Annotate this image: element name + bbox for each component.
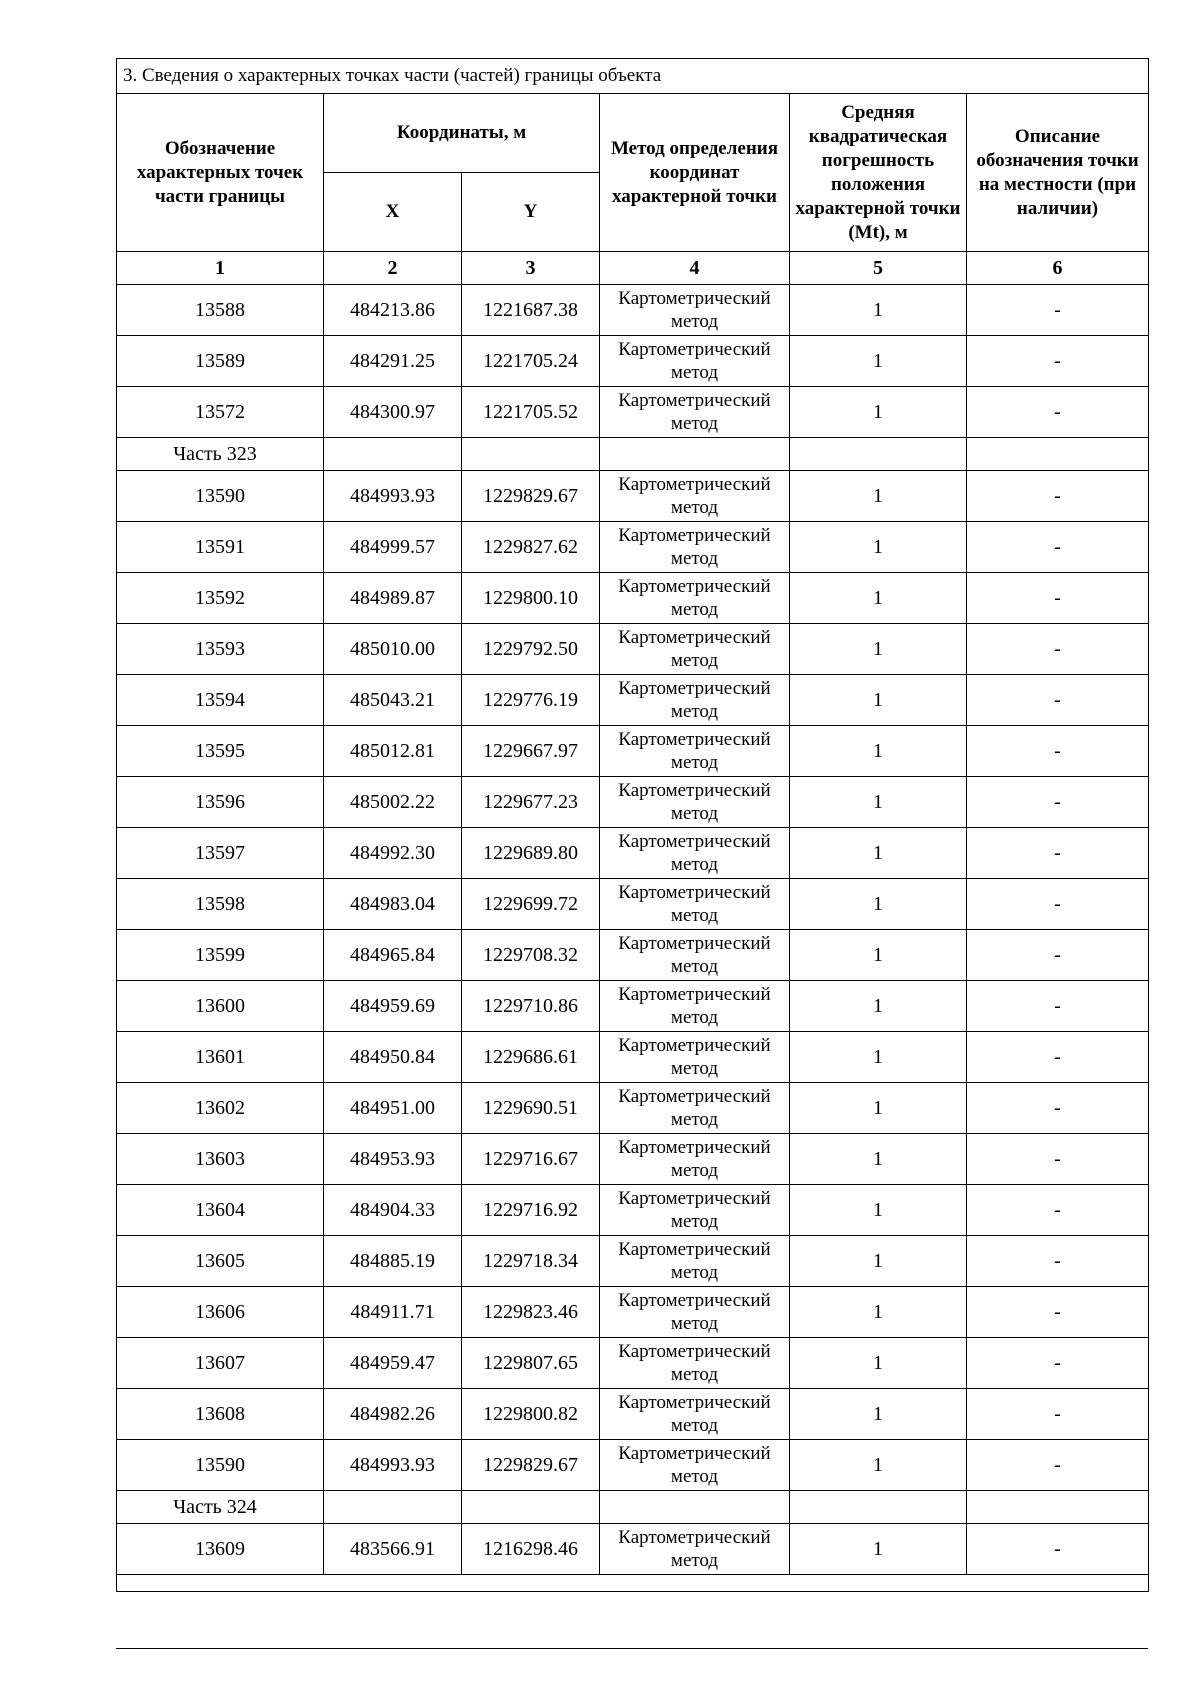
mean-error: 1 (790, 726, 967, 777)
coord-x: 483566.91 (324, 1524, 462, 1575)
description: - (967, 336, 1149, 387)
coord-y: 1229686.61 (462, 1032, 600, 1083)
method: Картометрический метод (600, 1236, 790, 1287)
method: Картометрический метод (600, 675, 790, 726)
description: - (967, 573, 1149, 624)
mean-error: 1 (790, 1185, 967, 1236)
coord-y: 1229689.80 (462, 828, 600, 879)
mean-error: 1 (790, 1083, 967, 1134)
mean-error: 1 (790, 1134, 967, 1185)
coord-x: 484959.69 (324, 981, 462, 1032)
point-id: 13599 (117, 930, 324, 981)
method: Картометрический метод (600, 1083, 790, 1134)
empty-cell (790, 1491, 967, 1524)
coord-x: 484993.93 (324, 1440, 462, 1491)
coord-x: 484983.04 (324, 879, 462, 930)
coord-y: 1229699.72 (462, 879, 600, 930)
description: - (967, 1032, 1149, 1083)
table-row (117, 777, 1149, 828)
point-id: 13609 (117, 1524, 324, 1575)
mean-error: 1 (790, 624, 967, 675)
point-id: 13595 (117, 726, 324, 777)
table-row (117, 1083, 1149, 1134)
point-id: 13588 (117, 285, 324, 336)
mean-error: 1 (790, 573, 967, 624)
point-id: 13593 (117, 624, 324, 675)
table-row (117, 828, 1149, 879)
coord-y: 1229716.67 (462, 1134, 600, 1185)
method: Картометрический метод (600, 1134, 790, 1185)
point-id: 13597 (117, 828, 324, 879)
description: - (967, 1185, 1149, 1236)
coord-x: 484951.00 (324, 1083, 462, 1134)
description: - (967, 777, 1149, 828)
empty-cell (967, 438, 1149, 471)
coord-x: 484213.86 (324, 285, 462, 336)
description: - (967, 471, 1149, 522)
description: - (967, 930, 1149, 981)
description: - (967, 828, 1149, 879)
coord-y: 1229829.67 (462, 1440, 600, 1491)
empty-cell (600, 1491, 790, 1524)
method: Картометрический метод (600, 879, 790, 930)
coord-x: 485002.22 (324, 777, 462, 828)
coord-x: 484885.19 (324, 1236, 462, 1287)
method: Картометрический метод (600, 1185, 790, 1236)
header-method: Метод определения координат характерной точки (600, 94, 790, 252)
part-label: Часть 323 (117, 438, 324, 471)
table-row (117, 336, 1149, 387)
coord-x: 484999.57 (324, 522, 462, 573)
coord-x: 484965.84 (324, 930, 462, 981)
mean-error: 1 (790, 981, 967, 1032)
table-row (117, 1134, 1149, 1185)
header-y: Y (462, 173, 600, 252)
method: Картометрический метод (600, 573, 790, 624)
empty-cell (462, 1491, 600, 1524)
description: - (967, 1134, 1149, 1185)
method: Картометрический метод (600, 981, 790, 1032)
table-row (117, 387, 1149, 438)
coord-y: 1229792.50 (462, 624, 600, 675)
mean-error: 1 (790, 1524, 967, 1575)
coord-x: 484993.93 (324, 471, 462, 522)
mean-error: 1 (790, 471, 967, 522)
method: Картометрический метод (600, 930, 790, 981)
mean-error: 1 (790, 828, 967, 879)
point-id: 13607 (117, 1338, 324, 1389)
method: Картометрический метод (600, 1338, 790, 1389)
coord-x: 484300.97 (324, 387, 462, 438)
coord-y: 1229800.10 (462, 573, 600, 624)
point-id: 13608 (117, 1389, 324, 1440)
coord-x: 484904.33 (324, 1185, 462, 1236)
point-id: 13590 (117, 471, 324, 522)
method: Картометрический метод (600, 1287, 790, 1338)
description: - (967, 522, 1149, 573)
table-row (117, 522, 1149, 573)
mean-error: 1 (790, 1338, 967, 1389)
coord-y: 1221687.38 (462, 285, 600, 336)
mean-error: 1 (790, 1032, 967, 1083)
column-number: 6 (967, 252, 1149, 285)
table-row (117, 471, 1149, 522)
coord-x: 484291.25 (324, 336, 462, 387)
description: - (967, 387, 1149, 438)
point-id: 13600 (117, 981, 324, 1032)
mean-error: 1 (790, 879, 967, 930)
column-number: 3 (462, 252, 600, 285)
table-end-row (117, 1575, 1149, 1592)
column-number: 1 (117, 252, 324, 285)
empty-cell (324, 438, 462, 471)
coord-y: 1229677.23 (462, 777, 600, 828)
coord-x: 484982.26 (324, 1389, 462, 1440)
table-row (117, 1236, 1149, 1287)
table-row (117, 1389, 1149, 1440)
table-row (117, 1524, 1149, 1575)
coord-y: 1229708.32 (462, 930, 600, 981)
empty-cell (790, 438, 967, 471)
coord-x: 484959.47 (324, 1338, 462, 1389)
coord-y: 1221705.24 (462, 336, 600, 387)
point-id: 13596 (117, 777, 324, 828)
coord-y: 1229690.51 (462, 1083, 600, 1134)
coord-y: 1229827.62 (462, 522, 600, 573)
empty-cell (324, 1491, 462, 1524)
method: Картометрический метод (600, 285, 790, 336)
mean-error: 1 (790, 1236, 967, 1287)
coord-x: 484992.30 (324, 828, 462, 879)
column-number: 2 (324, 252, 462, 285)
point-id: 13602 (117, 1083, 324, 1134)
mean-error: 1 (790, 675, 967, 726)
table-row (117, 1338, 1149, 1389)
coord-y: 1216298.46 (462, 1524, 600, 1575)
table-row (117, 1032, 1149, 1083)
method: Картометрический метод (600, 726, 790, 777)
table-row (117, 285, 1149, 336)
description: - (967, 285, 1149, 336)
point-id: 13592 (117, 573, 324, 624)
point-id: 13589 (117, 336, 324, 387)
method: Картометрический метод (600, 522, 790, 573)
mean-error: 1 (790, 336, 967, 387)
method: Картометрический метод (600, 387, 790, 438)
table-row (117, 1287, 1149, 1338)
method: Картометрический метод (600, 471, 790, 522)
method: Картометрический метод (600, 828, 790, 879)
column-number: 5 (790, 252, 967, 285)
empty-cell (117, 1575, 1149, 1592)
description: - (967, 1236, 1149, 1287)
boundary-points-table (116, 58, 1149, 1592)
table-row (117, 675, 1149, 726)
coord-x: 484989.87 (324, 573, 462, 624)
mean-error: 1 (790, 1389, 967, 1440)
mean-error: 1 (790, 1287, 967, 1338)
coord-y: 1229776.19 (462, 675, 600, 726)
coord-y: 1229823.46 (462, 1287, 600, 1338)
header-error: Средняя квадратическая погрешность положения характерной точки (Mt), м (790, 94, 967, 252)
method: Картометрический метод (600, 336, 790, 387)
point-id: 13590 (117, 1440, 324, 1491)
table-row (117, 1185, 1149, 1236)
table-row (117, 573, 1149, 624)
description: - (967, 1389, 1149, 1440)
coord-x: 484911.71 (324, 1287, 462, 1338)
coord-y: 1229807.65 (462, 1338, 600, 1389)
method: Картометрический метод (600, 777, 790, 828)
coord-x: 485043.21 (324, 675, 462, 726)
description: - (967, 1287, 1149, 1338)
coord-y: 1221705.52 (462, 387, 600, 438)
description: - (967, 981, 1149, 1032)
coord-y: 1229716.92 (462, 1185, 600, 1236)
point-id: 13603 (117, 1134, 324, 1185)
part-row (117, 438, 1149, 471)
point-id: 13604 (117, 1185, 324, 1236)
table-row (117, 981, 1149, 1032)
coord-x: 484953.93 (324, 1134, 462, 1185)
header-coordinates: Координаты, м (324, 94, 600, 173)
mean-error: 1 (790, 930, 967, 981)
mean-error: 1 (790, 285, 967, 336)
document-page (116, 58, 1148, 1592)
mean-error: 1 (790, 522, 967, 573)
header-description: Описание обозначения точки на местности (при наличии) (967, 94, 1149, 252)
header-designation: Обозначение характерных точек части границы (117, 94, 324, 252)
point-id: 13606 (117, 1287, 324, 1338)
point-id: 13601 (117, 1032, 324, 1083)
coord-y: 1229829.67 (462, 471, 600, 522)
description: - (967, 879, 1149, 930)
table-body (117, 285, 1149, 1592)
point-id: 13594 (117, 675, 324, 726)
coord-y: 1229667.97 (462, 726, 600, 777)
point-id: 13605 (117, 1236, 324, 1287)
point-id: 13572 (117, 387, 324, 438)
table-row (117, 624, 1149, 675)
empty-cell (462, 438, 600, 471)
table-row (117, 879, 1149, 930)
description: - (967, 1440, 1149, 1491)
method: Картометрический метод (600, 1032, 790, 1083)
coord-x: 485012.81 (324, 726, 462, 777)
mean-error: 1 (790, 1440, 967, 1491)
description: - (967, 1083, 1149, 1134)
method: Картометрический метод (600, 1524, 790, 1575)
coord-y: 1229718.34 (462, 1236, 600, 1287)
column-number: 4 (600, 252, 790, 285)
description: - (967, 1338, 1149, 1389)
mean-error: 1 (790, 387, 967, 438)
coord-x: 484950.84 (324, 1032, 462, 1083)
description: - (967, 726, 1149, 777)
empty-cell (600, 438, 790, 471)
table-row (117, 726, 1149, 777)
column-number-row (117, 252, 1149, 285)
mean-error: 1 (790, 777, 967, 828)
part-label: Часть 324 (117, 1491, 324, 1524)
point-id: 13591 (117, 522, 324, 573)
table-row (117, 930, 1149, 981)
method: Картометрический метод (600, 1389, 790, 1440)
coord-x: 485010.00 (324, 624, 462, 675)
header-x: X (324, 173, 462, 252)
method: Картометрический метод (600, 1440, 790, 1491)
empty-cell (967, 1491, 1149, 1524)
point-id: 13598 (117, 879, 324, 930)
description: - (967, 1524, 1149, 1575)
table-row (117, 1440, 1149, 1491)
section-title: 3. Сведения о характерных точках части (частей) границы объекта (117, 59, 1149, 94)
coord-y: 1229800.82 (462, 1389, 600, 1440)
coord-y: 1229710.86 (462, 981, 600, 1032)
footer-divider (116, 1648, 1148, 1649)
method: Картометрический метод (600, 624, 790, 675)
description: - (967, 675, 1149, 726)
part-row (117, 1491, 1149, 1524)
description: - (967, 624, 1149, 675)
